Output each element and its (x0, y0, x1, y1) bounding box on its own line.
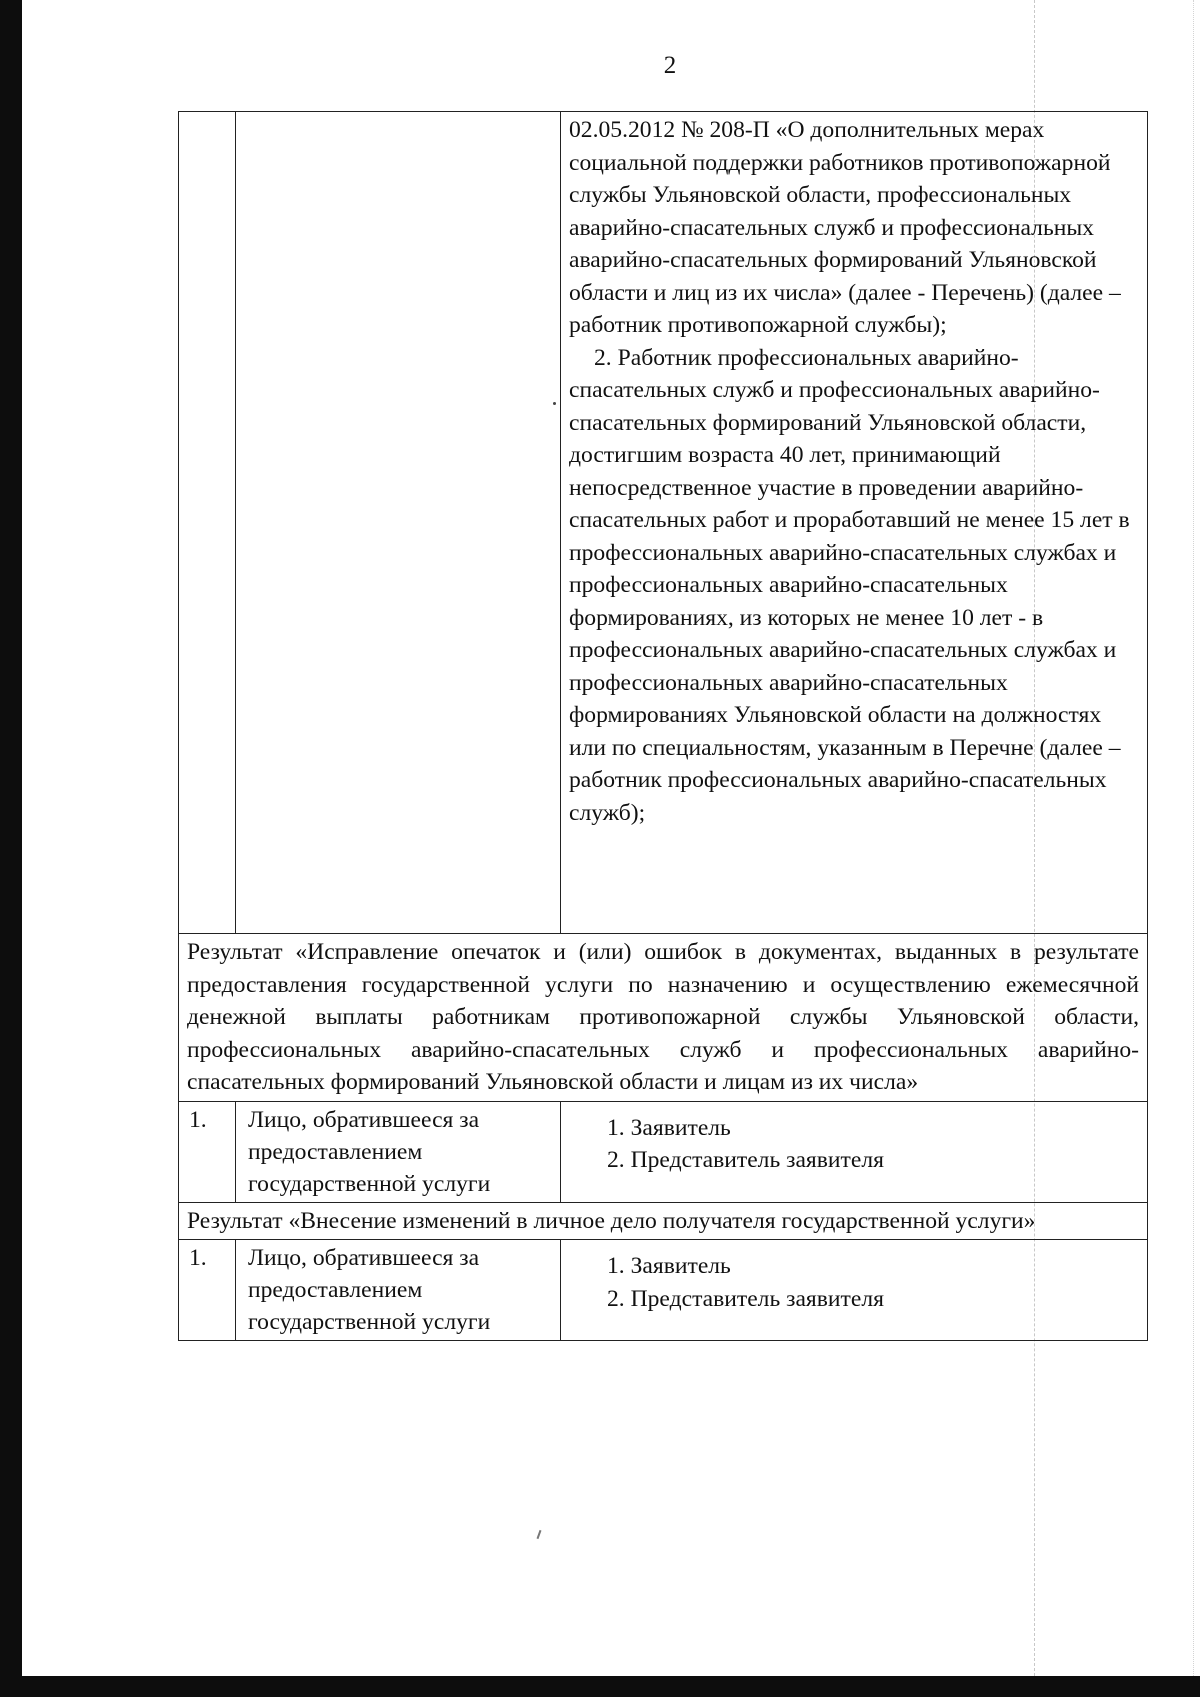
list-item: 2. Представитель заявителя (607, 1147, 884, 1173)
applicant-list-cell (561, 1240, 1148, 1341)
section-header-row (179, 934, 1148, 1102)
table-row (179, 1240, 1148, 1341)
applicant-list (581, 1250, 1141, 1315)
continuation-item-2-text: 2. Работник профессиональных аварийно-спасательных служб и профессиональных аварийно-спасательных формирований Ульяновской области, достигшим возраста 40 лет, принимающий непосредственное участие в проведении аварийно-спасательных работ и проработавший не менее 15 лет в профессиональных аварийно-спасательных службах и профессиональных аварийно-спасательных формированиях, из которых не менее 10 лет - в профессиональных аварийно-спасательных службах и профессиональных аварийно-спасательных формированиях Ульяновской области на должностях или по специальностям, указанным в Перечне (далее – работник профессиональных аварийно-спасательных служб); (569, 344, 1130, 826)
applicant-description: Лицо, обратившееся за предоставлением государственной услуги (236, 1240, 561, 1341)
empty-subject-cell (236, 112, 561, 934)
continuation-cell (561, 112, 1148, 934)
scan-border-left (0, 0, 22, 1697)
section-title-personal-file: Результат «Внесение изменений в личное дело получателя государственной услуги» (179, 1202, 1148, 1240)
scan-fold-line-right (1193, 0, 1194, 1676)
page-number: 2 (663, 52, 677, 79)
section-title-correction: Результат «Исправление опечаток и (или) ошибок в документах, выданных в результате предоставления государственной услуги по назначению и осуществлению ежемесячной денежной выплаты работникам противопожарной службы Ульяновской области, профессиональных аварийно-спасательных служб и профессиональных аварийно-спасательных формирований Ульяновской области и лицам из их числа» (179, 934, 1148, 1102)
row-number: 1. (179, 1101, 236, 1202)
scan-border-bottom (0, 1676, 1200, 1697)
list-item: 1. Заявитель (607, 1253, 731, 1279)
applicant-list (581, 1112, 1141, 1177)
scan-speck (537, 1530, 542, 1539)
section-header-row (179, 1202, 1148, 1240)
row-number: 1. (179, 1240, 236, 1341)
continuation-intro-text: 02.05.2012 № 208-П «О дополнительных мерах социальной поддержки работников противопожарной службы Ульяновской области, профессиональных аварийно-спасательных служб и профессиональных аварийно-спасательных формирований Ульяновской области и лиц из их числа» (далее - Перечень) (далее – работник противопожарной службы); (569, 117, 1121, 338)
applicant-description: Лицо, обратившееся за предоставлением государственной услуги (236, 1101, 561, 1202)
table-row (179, 1101, 1148, 1202)
list-item: 2. Представитель заявителя (607, 1285, 884, 1312)
table-row-continuation (179, 112, 1148, 934)
document-table (178, 111, 1148, 1341)
empty-number-cell (179, 112, 236, 934)
list-item: 1. Заявитель (607, 1114, 731, 1141)
applicant-list-cell (561, 1101, 1148, 1202)
